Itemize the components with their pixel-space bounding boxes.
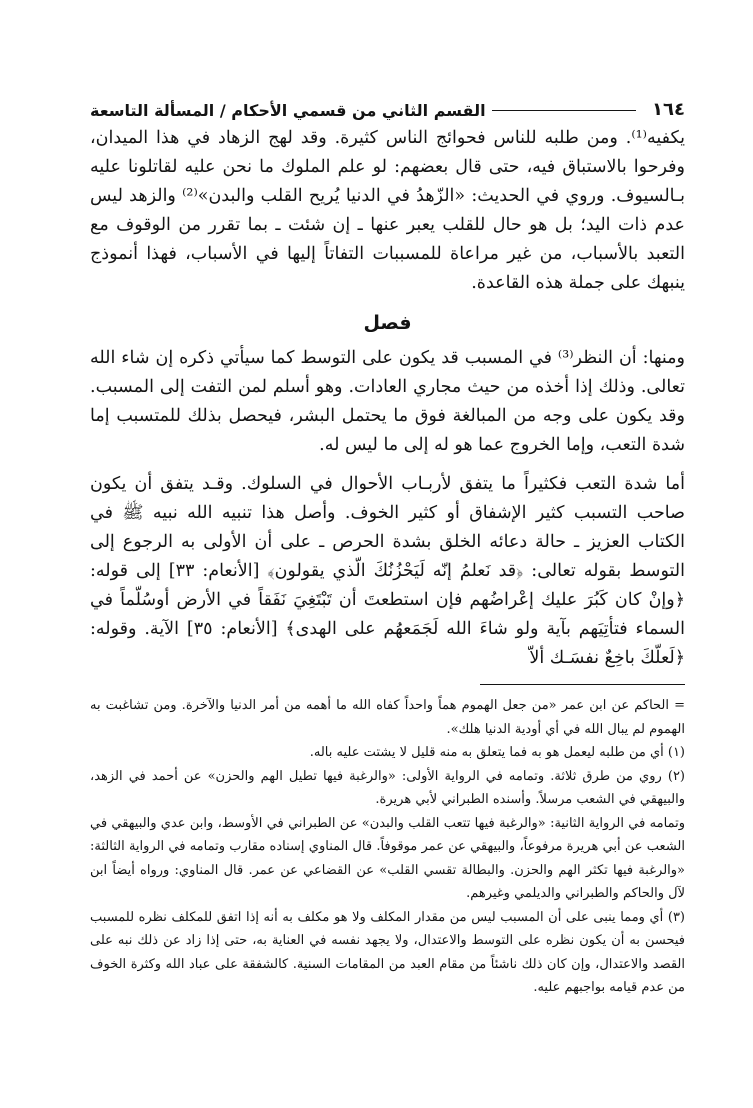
page-number: ١٦٤ bbox=[652, 99, 685, 120]
footnote-1: (١) أي من طلبه ليعمل هو به فما يتعلق به منه قليل لا يشتت عليه باله. bbox=[309, 745, 685, 760]
footnote-continuation: = الحاكم عن ابن عمر «من جعل الهموم هماً واحداً كفاه الله ما أهمه من أمر الدنيا والآخرة. ومن تشاغبت به الهموم لم يبال الله في أي أودية الدنيا هلك». bbox=[90, 698, 685, 737]
paragraph: أما شدة التعب فكثيراً ما يتفق لأربـاب الأحوال في السلوك. وقـد يتفق أن يكون صاحب التسبب كثير الإشفاق أو كثير الخوف. وأصل هذا تنبيه الله نبيه ﷺ في الكتاب العزيز ـ حالة دعائه الخلق بشدة الحرص ـ على أن الأولى به الرجوع إلى التوسط بقوله تعالى: ﴿قد نَعلمُ إنّه لَيَحْزُنُكَ الّذي يقولون﴾ [الأنعام: ٣٣] إلى قوله: ﴿وإنْ كان كَبُرَ عليك إعْراضُهم فإن استطعتَ أن تَبْتَغِيَ نَفَقاً في الأرض أوسُلّماً في السماء فتأتِيَهم بآية ولو شاءَ الله لَجَمَعهُم على الهدى﴾ [الأنعام: ٣٥] الآية. وقوله: ﴿لَعلّكَ باخِعٌ نفسَـك ألاّ bbox=[90, 474, 685, 668]
paragraph: يكفيه⁽¹⁾. ومن طلبه للناس فحوائج الناس كثيرة. وقد لهج الزهاد في هذا الميدان، وفرحوا بالاستباق فيه، حتى قال بعضهم: لو علم الملوك ما نحن عليه لقاتلونا عليه بـالسيوف. وروي في الحديث: «الزّهدُ في الدنيا يُريح القلب والبدن»⁽²⁾ والزهد ليس عدم ذات اليد؛ بل هو حال للقلب يعبر عنها ـ إن شئت ـ بما تقرر من الوقوف مع التعبد بالأسباب، من غير مراعاة للمسببات التفاتاً إليها في الأسباب، فهذا أنموذج ينبهك على جملة هذه القاعدة. bbox=[90, 128, 685, 293]
footnote-separator bbox=[480, 684, 685, 685]
page-header bbox=[90, 86, 685, 120]
section-heading: فصل bbox=[363, 312, 412, 334]
footnote-3: (٣) أي ومما ينبى على أن المسبب ليس من مقدار المكلف ولا هو مكلف به أنه إذا اتفق للمكلف نظره للمسبب فيحسن به أن يكون نظره على التوسط والاعتدال، ولا يجهد نفسه في العناية به، حتى إذا زاد عن ذلك نبه على القصد والاعتدال، وإن كان ذلك ناشئاً من مقام العبد من المقامات السنية. كالشفقة على عباد الله وكثرة الخوف من عدم قيامه بواجبهم عليه. bbox=[90, 909, 685, 995]
paragraph: ومنها: أن النظر⁽³⁾ في المسبب قد يكون على التوسط كما سيأتي ذكره إن شاء الله تعالى. وذلك إذا أخذه من حيث مجاري العادات. وهو أسلم لمن التفت إلى المسبب. وقد يكون على وجه من المبالغة فوق ما يحتمل البشر، فيحصل بذلك للمتسبب إما شدة التعب، وإما الخروج عما هو له إلى ما ليس له. bbox=[90, 348, 686, 455]
main-text bbox=[90, 124, 685, 673]
header-rule bbox=[492, 110, 636, 111]
running-title: القسم الثاني من قسمي الأحكام / المسألة التاسعة bbox=[90, 101, 486, 120]
footnote-2-continued: وتمامه في الرواية الثانية: «والرغبة فيها تتعب القلب والبدن» عن الطبراني في الأوسط، وابن عدي والبيهقي في الشعب عن أبي هريرة مرفوعاً، والبيهقي عن عمر موقوفاً. قال المناوي إسناده مقارب وتمامه في الرواية الثالثة: «والرغبة فيها تكثر الهم والحزن. والبطالة تقسي القلب» عن القضاعي عن عمر. قال المناوي: ورواه أيضاً ابن لآل والحاكم والطبراني والديلمي وغيرهم. bbox=[90, 815, 685, 901]
footnotes bbox=[90, 694, 685, 1000]
paragraph-gap bbox=[90, 460, 685, 470]
footnote-2: (٢) روي من طرق ثلاثة. وتمامه في الرواية الأولى: «والرغبة فيها تطيل الهم والحزن» عن أحمد في الزهد، والبيهقي في الشعب مرسلاً. وأسنده الطبراني لأبي هريرة. bbox=[90, 768, 685, 807]
